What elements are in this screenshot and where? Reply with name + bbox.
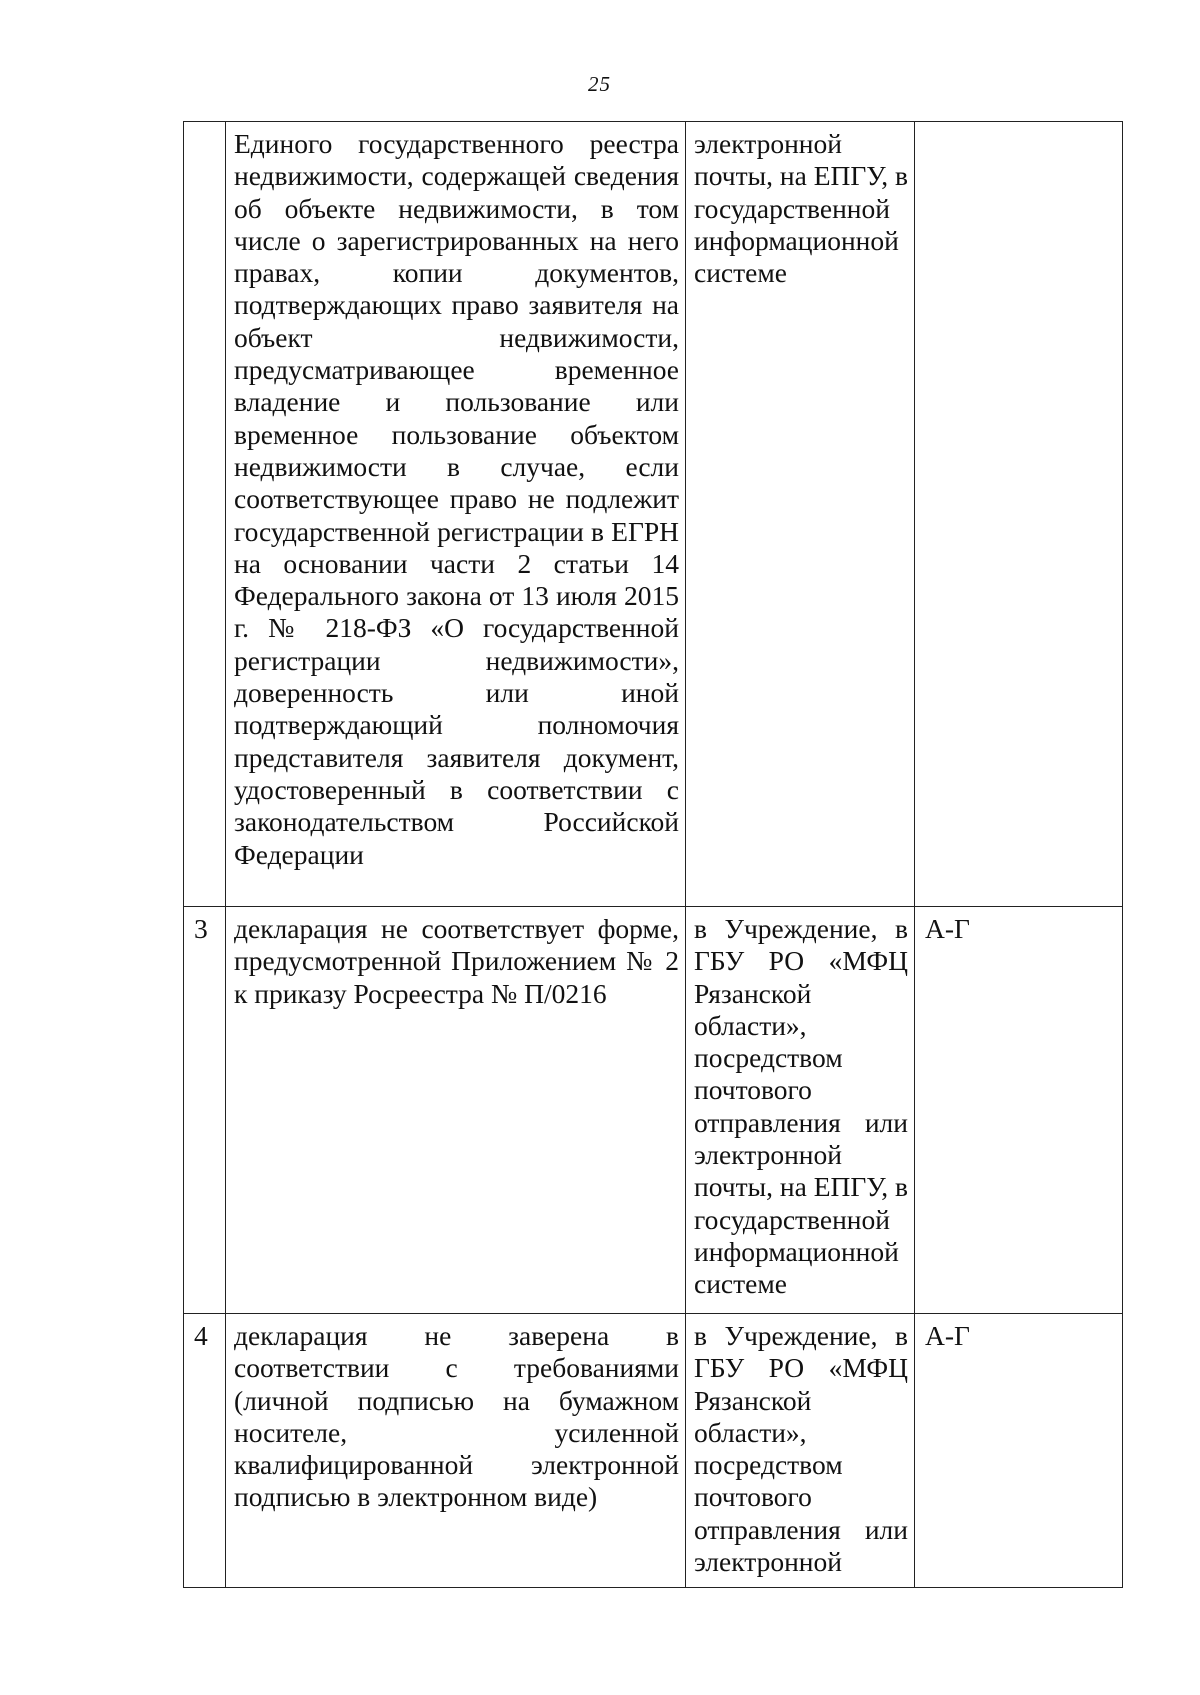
row-number: 4 (184, 1314, 226, 1588)
row-code (915, 122, 1123, 907)
page-number: 25 (588, 72, 611, 96)
row-number: 3 (184, 907, 226, 1314)
row-number (184, 122, 226, 907)
row-description: декларация не заверена в соответствии с требованиями (личной подписью на бумажном носителе, усиленной квалифицированной электронной подписью в электронном виде) (226, 1314, 686, 1588)
row-submission-method: электронной почты, на ЕПГУ, в государственной информационной системе (686, 122, 915, 907)
row-submission-method: в Учреждение, в ГБУ РО «МФЦ Рязанской области», посредством почтового отправления или электронной почты, на ЕПГУ, в государственной информационной системе (686, 907, 915, 1314)
row-submission-method: в Учреждение, в ГБУ РО «МФЦ Рязанской области», посредством почтового отправления или электронной (686, 1314, 915, 1588)
table-row (184, 907, 1123, 1314)
row-description: декларация не соответствует форме, предусмотренной Приложением № 2 к приказу Росреестра № П/0216 (226, 907, 686, 1314)
row-code: А-Г (915, 907, 1123, 1314)
row-description: Единого государственного реестра недвижимости, содержащей сведения об объекте недвижимости, в том числе о зарегистрированных на него правах, копии документов, подтверждающих право заявителя на объект недвижимости, предусматривающее временное владение и пользование или временное пользование объектом недвижимости в случае, если соответствующее право не подлежит государственной регистрации в ЕГРН на основании части 2 статьи 14 Федерального закона от 13 июля 2015 г. № 218-ФЗ «О государственной регистрации недвижимости», доверенность или иной подтверждающий полномочия представителя заявителя документ, удостоверенный в соответствии с законодательством Российской Федерации (226, 122, 686, 907)
table-row (184, 1314, 1123, 1588)
row-code: А-Г (915, 1314, 1123, 1588)
requirements-table (183, 121, 1123, 1588)
table-row (184, 122, 1123, 907)
